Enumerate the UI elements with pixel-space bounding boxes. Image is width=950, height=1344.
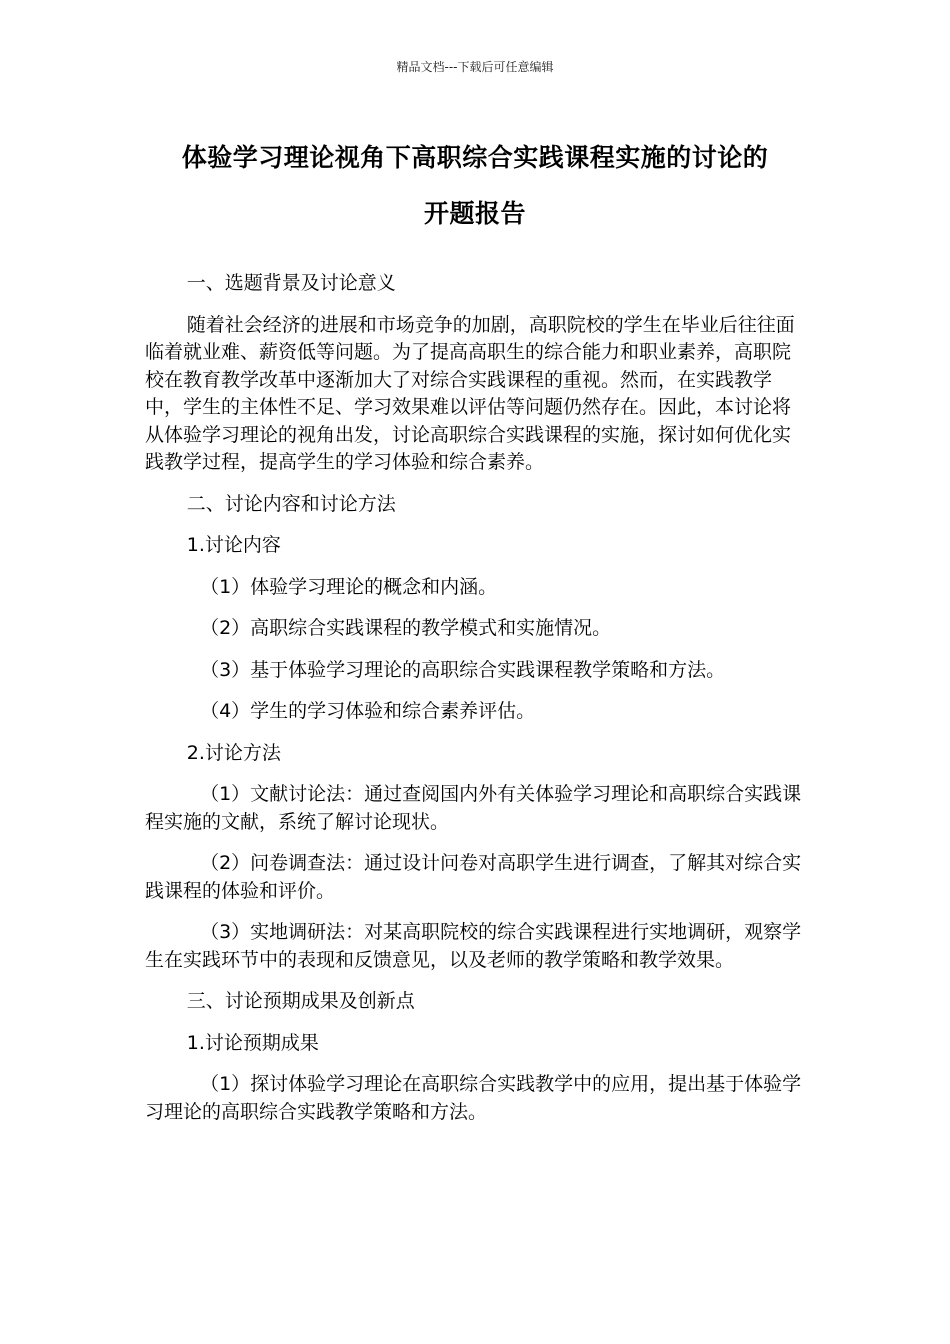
background-paragraph: 随着社会经济的进展和市场竞争的加剧，高职院校的学生在毕业后往往面临着就业难、薪资低等问题。为了提高高职生的综合能力和职业素养，高职院校在教育教学改革中逐渐加大了对综合实践课程的重视。然而，在实践教学中，学生的主体性不足、学习效果难以评估等问题仍然存在。因此，本讨论将从体验学习理论的视角出发，讨论高职综合实践课程的实施，探讨如何优化实践教学过程，提高学生的学习体验和综合素养。 [145, 313, 795, 473]
title-line-2: 开题报告 [423, 199, 526, 228]
method-item: （1）文献讨论法：通过查阅国内外有关体验学习理论和高职综合实践课程实施的文献，系统了解讨论现状。 [145, 783, 802, 833]
list-item: （4）学生的学习体验和综合素养评估。 [200, 700, 536, 722]
title-line-1: 体验学习理论视角下高职综合实践课程实施的讨论的 [181, 143, 769, 172]
subheading-methods: 2.讨论方法 [186, 741, 281, 764]
list-item: （3）基于体验学习理论的高职综合实践课程教学策略和方法。 [200, 658, 726, 681]
subheading-outcomes: 1.讨论预期成果 [186, 1031, 319, 1054]
list-item: （1）体验学习理论的概念和内涵。 [200, 575, 498, 598]
section-heading-3: 三、讨论预期成果及创新点 [186, 990, 415, 1012]
outcome-item: （1）探讨体验学习理论在高职综合实践教学中的应用，提出基于体验学习理论的高职综合实践教学策略和方法。 [145, 1073, 802, 1123]
method-item: （3）实地调研法：对某高职院校的综合实践课程进行实地调研，观察学生在实践环节中的表现和反馈意见，以及老师的教学策略和教学效果。 [145, 921, 802, 971]
section-heading-1: 一、选题背景及讨论意义 [186, 272, 396, 294]
document-title [140, 130, 810, 242]
list-item: （2）高职综合实践课程的教学模式和实施情况。 [200, 617, 612, 639]
subheading-content: 1.讨论内容 [186, 534, 281, 556]
section-heading-2: 二、讨论内容和讨论方法 [186, 492, 396, 515]
header-note: 精品文档---下载后可任意编辑 [396, 60, 554, 74]
method-item: （2）问卷调查法：通过设计问卷对高职学生进行调查，了解其对综合实践课程的体验和评价。 [145, 852, 802, 902]
document-body [145, 270, 807, 1140]
